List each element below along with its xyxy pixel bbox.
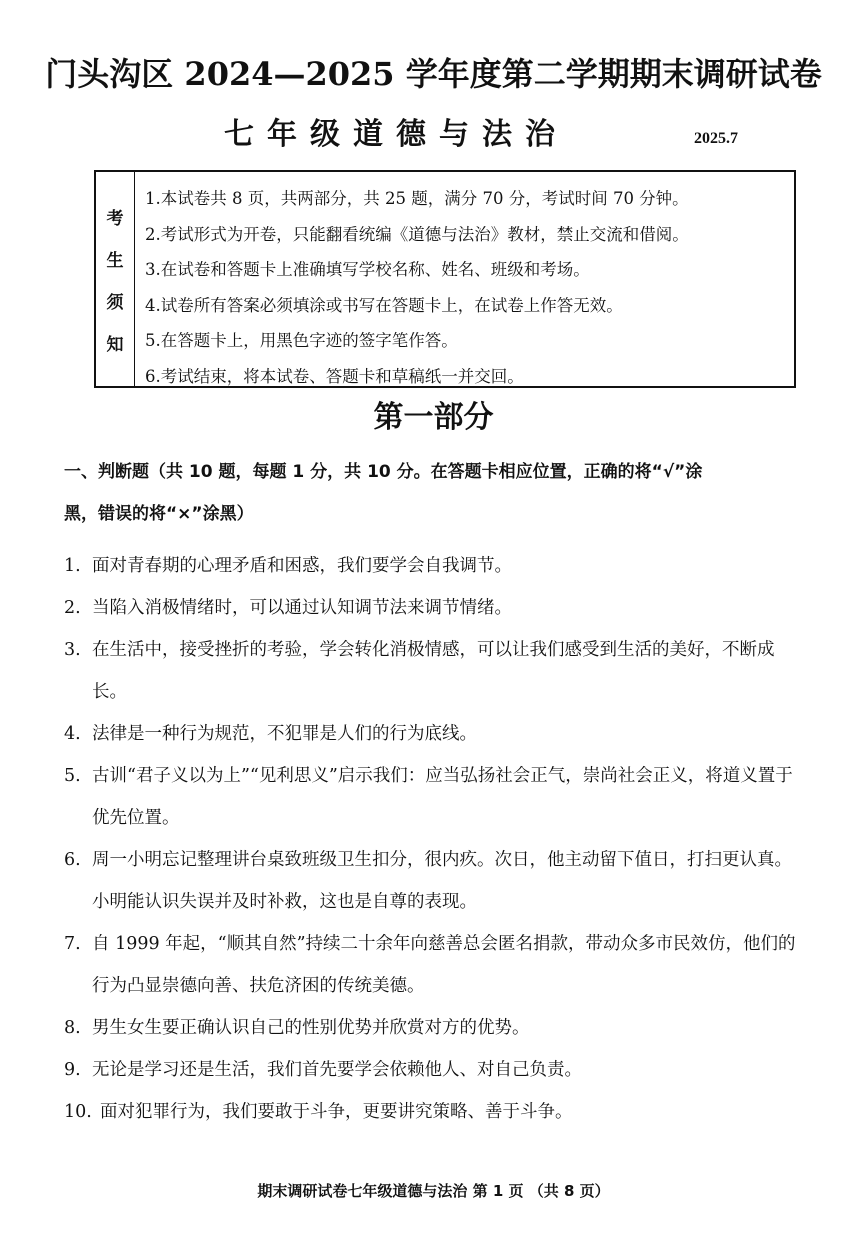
question-list (64, 545, 804, 1133)
exam-title: 门头沟区 2024—2025 学年度第二学期期末调研试卷 (45, 55, 822, 93)
question-item (64, 755, 804, 839)
question-item (64, 923, 804, 1007)
exam-date: 2025.7 (694, 130, 738, 147)
notice-item: 6.考试结束，将本试卷、答题卡和草稿纸一并交回。 (145, 366, 524, 386)
question-number: 3. (64, 640, 81, 660)
question-text: 周一小明忘记整理讲台桌致班级卫生扣分，很内疚。次日，他主动留下值日，打扫更认真。小明能认识失误并及时补救，这也是自尊的表现。 (92, 850, 792, 912)
question-number: 4. (64, 724, 81, 744)
notice-label-char: 生 (106, 250, 124, 271)
question-item (64, 1049, 804, 1091)
part-title: 第一部分 (373, 400, 494, 435)
notice-label-char: 知 (106, 334, 124, 355)
notice-item: 2.考试形式为开卷，只能翻看统编《道德与法治》教材，禁止交流和借阅。 (145, 224, 689, 244)
question-item (64, 629, 804, 713)
notice-item: 5.在答题卡上，用黑色字迹的签字笔作答。 (145, 331, 458, 350)
instructions-line: 黑，错误的将“×”涂黑） (64, 504, 254, 524)
question-text: 面对犯罪行为，我们要敢于斗争，更要讲究策略、善于斗争。 (100, 1102, 573, 1122)
question-item (64, 1091, 804, 1133)
candidate-notice-box (94, 170, 796, 388)
notice-item: 1.本试卷共 8 页，共两部分，共 25 题，满分 70 分，考试时间 70 分钟。 (145, 189, 689, 208)
question-number: 6. (64, 850, 81, 870)
question-text: 无论是学习还是生活，我们首先要学会依赖他人、对自己负责。 (92, 1060, 582, 1080)
question-text: 面对青春期的心理矛盾和困惑，我们要学会自我调节。 (92, 556, 512, 576)
section-instructions (64, 451, 804, 535)
question-item (64, 1007, 804, 1049)
question-item (64, 713, 804, 755)
question-number: 10. (64, 1102, 92, 1122)
question-number: 2. (64, 598, 81, 618)
question-text: 自 1999 年起，“顺其自然”持续二十余年向慈善总会匿名捐款，带动众多市民效仿，他们的行为凸显崇德向善、扶危济困的传统美德。 (92, 934, 796, 996)
question-number: 8. (64, 1018, 81, 1038)
exam-subject: 七年级道德与法治 (224, 117, 568, 152)
instructions-line: 一、判断题（共 10 题，每题 1 分，共 10 分。在答题卡相应位置，正确的将“√”涂 (64, 462, 703, 482)
question-text: 男生女生要正确认识自己的性别优势并欣赏对方的优势。 (92, 1018, 530, 1038)
notice-items (135, 172, 794, 386)
question-item (64, 545, 804, 587)
notice-label-char: 须 (106, 292, 124, 313)
question-number: 5. (64, 766, 81, 786)
question-number: 9. (64, 1060, 81, 1080)
page-footer: 期末调研试卷七年级道德与法治 第 1 页 （共 8 页） (257, 1182, 610, 1200)
question-number: 7. (64, 934, 81, 954)
question-number: 1. (64, 556, 81, 576)
notice-item: 4.试卷所有答案必须填涂或书写在答题卡上，在试卷上作答无效。 (145, 295, 623, 315)
question-text: 法律是一种行为规范，不犯罪是人们的行为底线。 (92, 724, 477, 744)
question-text: 在生活中，接受挫折的考验，学会转化消极情感，可以让我们感受到生活的美好，不断成长。 (92, 640, 775, 702)
notice-item: 3.在试卷和答题卡上准确填写学校名称、姓名、班级和考场。 (145, 260, 590, 279)
question-text: 古训“君子义以为上”“见利思义”启示我们：应当弘扬社会正气，崇尚社会正义，将道义置于优先位置。 (92, 766, 793, 828)
question-item (64, 839, 804, 923)
notice-label-char: 考 (106, 208, 124, 229)
notice-label (96, 172, 135, 386)
question-item (64, 587, 804, 629)
question-text: 当陷入消极情绪时，可以通过认知调节法来调节情绪。 (92, 598, 512, 618)
